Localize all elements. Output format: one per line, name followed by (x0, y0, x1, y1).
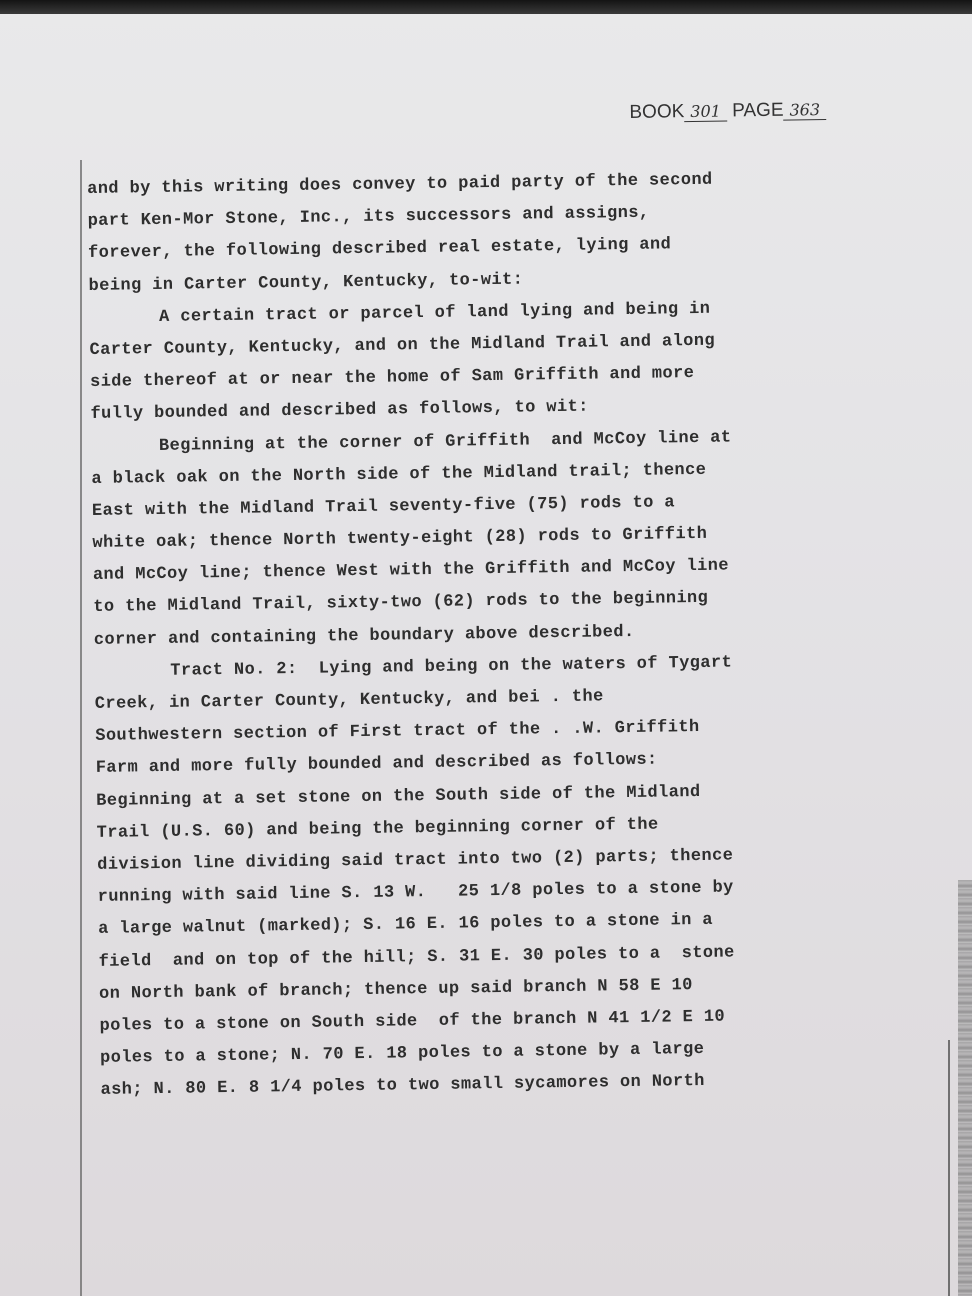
paragraph (89, 291, 851, 431)
left-margin-rule (80, 160, 82, 1296)
text-line: division line dividing said tract into two (2) parts; thence (97, 846, 734, 875)
text-line: white oak; thence North twenty-eight (28) rods to Griffith (92, 524, 708, 554)
text-line: Tract No. 2: Lying and being on the waters of Tygart (170, 653, 733, 681)
book-number: 301 (684, 101, 727, 122)
paragraph (91, 420, 854, 657)
text-line: on North bank of branch; thence up said branch N 58 E 10 (98, 975, 693, 1004)
book-page-reference (86, 99, 846, 132)
page-edge-shadow (958, 880, 972, 1296)
text-line: Farm and more fully bounded and described as follows: (95, 750, 658, 779)
paragraph (87, 163, 849, 303)
text-line: ash; N. 80 E. 8 1/4 poles to two small sycamores on North (100, 1072, 705, 1101)
text-line: East with the Midland Trail seventy-five (75) rods to a (91, 493, 676, 521)
text-line: field and on top of the hill; S. 31 E. 30 poles to a stone (98, 942, 735, 972)
page-label: PAGE (731, 99, 784, 122)
monitor-bezel (0, 0, 972, 14)
text-line: side thereof at or near the home of Sam Griffith and more (89, 364, 695, 393)
text-line: and by this writing does convey to paid party of the second (87, 170, 713, 199)
paragraph (94, 645, 861, 1107)
text-line: a black oak on the North side of the Midland trail; thence (91, 460, 707, 489)
text-line: to the Midland Trail, sixty-two (62) rods to the beginning (93, 589, 709, 618)
text-line: running with said line S. 13 W. 25 1/8 poles to a stone by (97, 878, 734, 908)
text-line: corner and containing the boundary above described. (93, 622, 635, 650)
text-line: and McCoy line; thence West with the Griffith and McCoy line (92, 556, 730, 586)
text-line: fully bounded and described as follows, to wit: (90, 397, 589, 425)
text-line: Southwestern section of First tract of the . .W. Griffith (95, 718, 700, 747)
text-line: part Ken-Mor Stone, Inc., its successors and assigns, (87, 203, 650, 232)
book-label: BOOK (629, 101, 685, 123)
deed-page (86, 99, 861, 1108)
text-line: a large walnut (marked); S. 16 E. 16 poles to a stone in a (98, 911, 714, 940)
text-line: Carter County, Kentucky, and on the Midland Trail and along (89, 331, 716, 360)
text-line: Creek, in Carter County, Kentucky, and bei . the (94, 687, 604, 714)
text-line: forever, the following described real estate, lying and (87, 235, 672, 264)
text-line: poles to a stone on South side of the branch N 41 1/2 E 10 (99, 1007, 726, 1036)
right-margin-rule (948, 1040, 950, 1296)
text-line: being in Carter County, Kentucky, to-wit: (88, 270, 524, 296)
text-line: Beginning at a set stone on the South side of the Midland (96, 782, 701, 811)
page-number: 363 (783, 100, 826, 121)
text-line: A certain tract or parcel of land lying and being in (158, 299, 711, 327)
text-line: Beginning at the corner of Griffith and McCoy line at (158, 427, 732, 456)
text-line: Trail (U.S. 60) and being the beginning corner of the (96, 815, 659, 843)
text-line: poles to a stone; N. 70 E. 18 poles to a stone by a large (99, 1039, 705, 1068)
deed-body-text (87, 163, 861, 1108)
